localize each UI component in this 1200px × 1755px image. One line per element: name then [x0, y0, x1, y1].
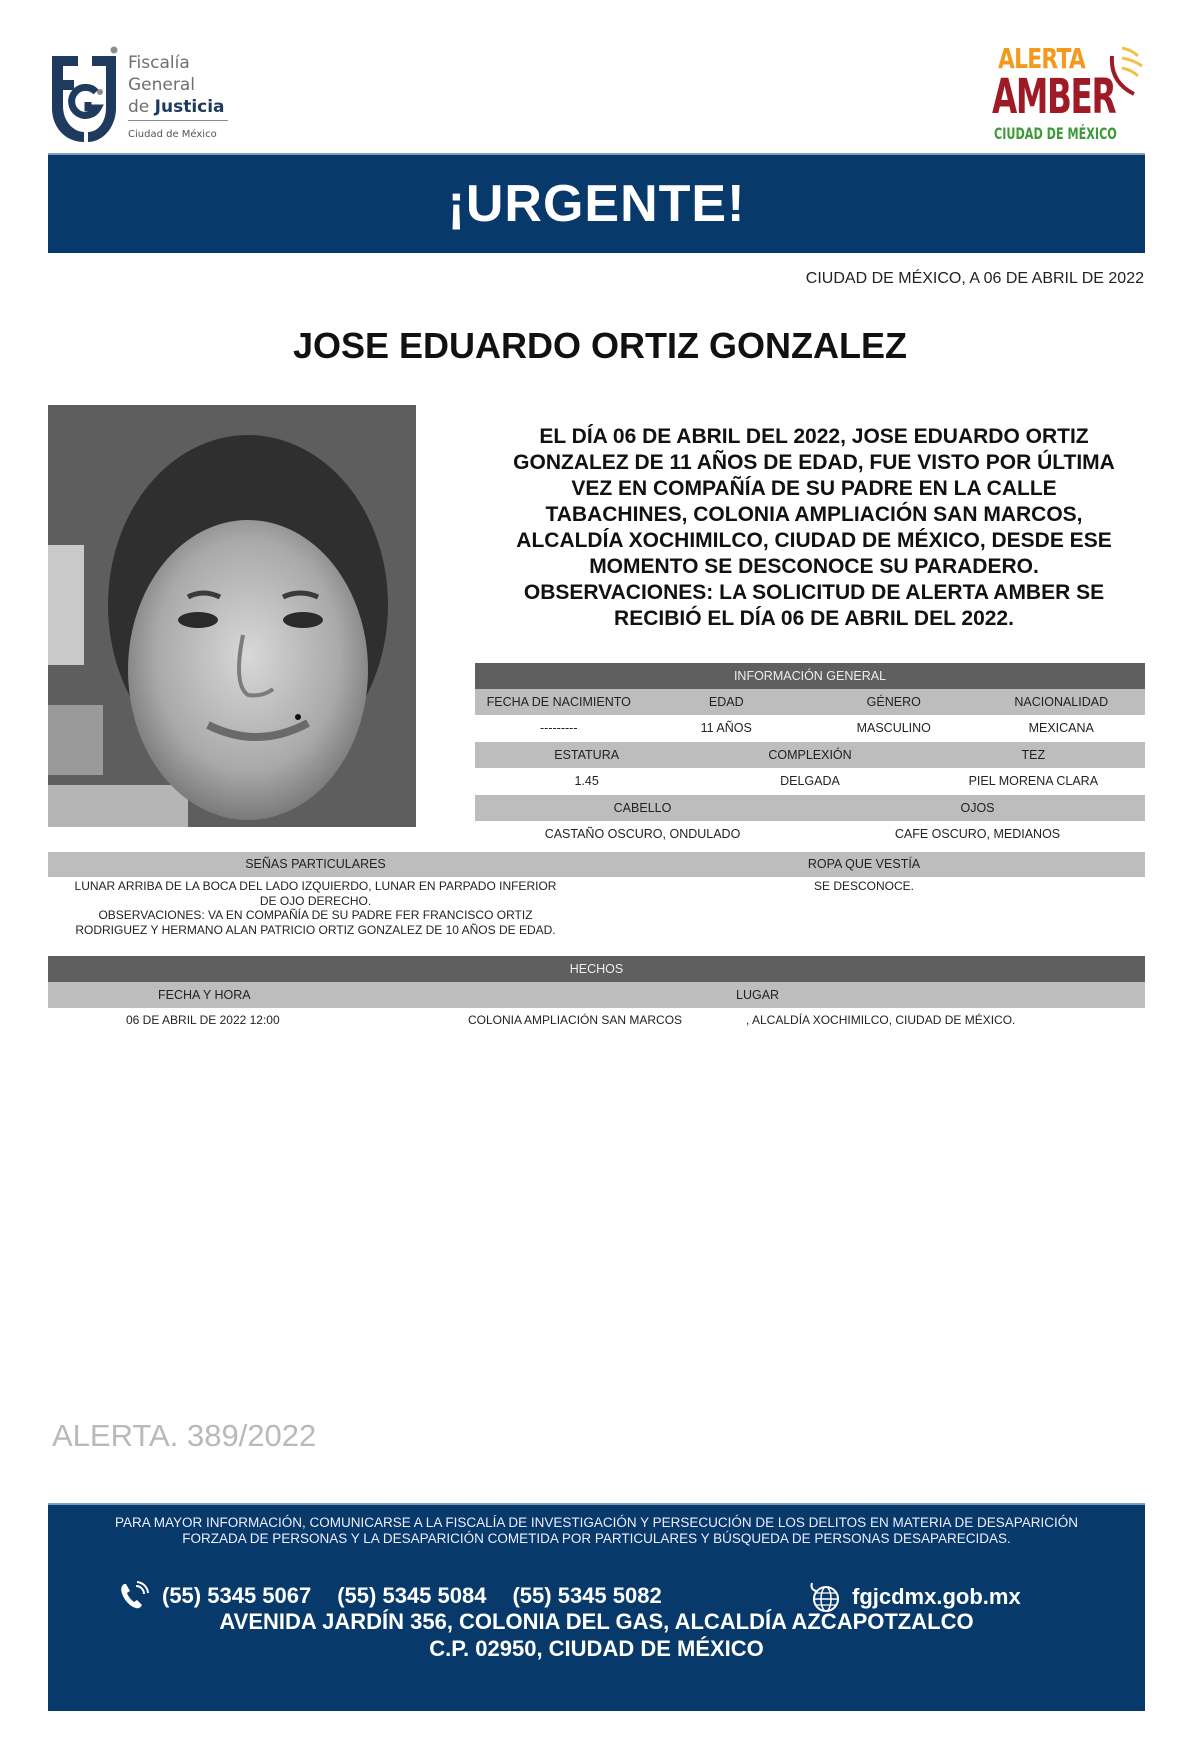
header-eyes: OJOS — [960, 801, 995, 815]
description-line: MOMENTO SE DESCONOCE SU PARADERO. — [589, 555, 1039, 578]
header-complexion: TEZ — [1021, 748, 1046, 762]
value-height: 1.45 — [574, 774, 599, 788]
facts-place-rest: , ALCALDÍA XOCHIMILCO, CIUDAD DE MÉXICO. — [746, 1013, 1016, 1027]
fgj-line3-prefix: de — [128, 97, 155, 117]
header-gender: GÉNERO — [866, 695, 921, 709]
person-name: JOSE EDUARDO ORTIZ GONZALEZ — [292, 325, 908, 366]
description-line: RECIBIÓ EL DÍA 06 DE ABRIL DEL 2022. — [614, 607, 1014, 630]
phone-number[interactable]: (55) 5345 5082 — [512, 1583, 662, 1608]
date-line: CIUDAD DE MÉXICO, A 06 DE ABRIL DE 2022 — [805, 270, 1144, 287]
urgent-title: ¡URGENTE! — [447, 175, 746, 233]
header-age: EDAD — [708, 695, 744, 709]
urgent-banner — [48, 153, 1145, 253]
general-info-table — [475, 663, 1145, 848]
fgj-logo-text — [128, 52, 225, 118]
case-description — [478, 424, 1150, 632]
description-line: EL DÍA 06 DE ABRIL DEL 2022, JOSE EDUARDO ORTIZ — [539, 425, 1089, 448]
marks-line: LUNAR ARRIBA DE LA BOCA DEL LADO IZQUIERDO, LUNAR EN PARPADO INFERIOR — [74, 879, 557, 893]
contact-footer — [48, 1503, 1145, 1711]
phone-icon — [118, 1581, 150, 1611]
clothing-title: ROPA QUE VESTÍA — [807, 857, 921, 871]
phone-number[interactable]: (55) 5345 5067 — [162, 1583, 312, 1608]
marks-line: RODRIGUEZ Y HERMANO ALAN PATRICIO ORTIZ GONZALEZ DE 10 AÑOS DE EDAD. — [75, 922, 556, 937]
footer-info — [48, 1515, 1145, 1547]
amber-logo-line3: CIUDAD DE MÉXICO — [994, 124, 1117, 143]
facts-header-place: LUGAR — [736, 988, 780, 1002]
value-complexion: PIEL MORENA CLARA — [968, 774, 1099, 788]
header-hair: CABELLO — [613, 801, 672, 815]
table-row — [475, 715, 1145, 742]
facts-title: HECHOS — [48, 956, 1145, 982]
fgj-shield-icon — [48, 44, 120, 144]
facts-header-datetime: FECHA Y HORA — [158, 988, 251, 1002]
facts-place-colonia: COLONIA AMPLIACIÓN SAN MARCOS — [468, 1013, 683, 1027]
fgj-logo-city: Ciudad de México — [128, 129, 217, 140]
value-nationality: MEXICANA — [1028, 721, 1094, 735]
facts-datetime-value: 06 DE ABRIL DE 2022 12:00 — [126, 1013, 280, 1027]
table-header-row — [475, 742, 1145, 768]
header-height: ESTATURA — [554, 748, 620, 762]
clothing-value: SE DESCONOCE. — [813, 879, 915, 893]
distinguishing-marks-section — [48, 852, 1145, 937]
value-build: DELGADA — [780, 774, 840, 788]
value-birthdate: --------- — [540, 721, 578, 735]
header-birthdate: FECHA DE NACIMIENTO — [486, 695, 631, 709]
amber-logo-line1: ALERTA — [998, 42, 1086, 75]
fgj-logo-divider — [128, 120, 228, 121]
amber-alert-logo — [990, 42, 1150, 147]
table-row — [475, 768, 1145, 795]
fgj-logo — [48, 44, 238, 144]
address-line2: C.P. 02950, CIUDAD DE MÉXICO — [429, 1636, 764, 1661]
table-header-row — [475, 795, 1145, 821]
phone-list — [118, 1581, 688, 1611]
description-line: GONZALEZ DE 11 AÑOS DE EDAD, FUE VISTO POR ÚLTIMA — [513, 451, 1115, 474]
footer-info-line1: PARA MAYOR INFORMACIÓN, COMUNICARSE A LA FISCALÍA DE INVESTIGACIÓN Y PERSECUCIÓN DE LOS DELITOS EN MATERIA DE DESAPARICIÓN — [115, 1515, 1078, 1530]
description-line: TABACHINES, COLONIA AMPLIACIÓN SAN MARCOS, — [545, 503, 1083, 526]
footer-info-line2: FORZADA DE PERSONAS Y LA DESAPARICIÓN COMETIDA POR PARTICULARES Y BÚSQUEDA DE PERSONAS DESAPARECIDAS. — [182, 1531, 1011, 1546]
marks-line: DE OJO DERECHO. — [259, 893, 372, 908]
amber-logo-line2: AMBER — [992, 69, 1116, 125]
alert-number: ALERTA. 389/2022 — [52, 1418, 317, 1453]
table-row — [475, 821, 1145, 848]
value-age: 11 AÑOS — [700, 721, 752, 735]
amber-signal-icon — [1108, 42, 1148, 102]
fgj-line1: Fiscalía — [128, 53, 190, 73]
marks-header-row — [48, 852, 1145, 877]
address-line1: AVENIDA JARDÍN 356, COLONIA DEL GAS, ALCALDÍA AZCAPOTZALCO — [219, 1609, 974, 1634]
facts-section — [48, 956, 1145, 1032]
phone-number[interactable]: (55) 5345 5084 — [337, 1583, 487, 1608]
description-line: VEZ EN COMPAÑÍA DE SU PADRE EN LA CALLE — [571, 477, 1057, 500]
marks-body-row — [48, 877, 1145, 937]
description-line: ALCALDÍA XOCHIMILCO, CIUDAD DE MÉXICO, DESDE ESE — [516, 529, 1112, 552]
value-hair: CASTAÑO OSCURO, ONDULADO — [544, 827, 741, 841]
header-nationality: NACIONALIDAD — [1014, 695, 1109, 709]
marks-line: OBSERVACIONES: VA EN COMPAÑÍA DE SU PADRE FER FRANCISCO ORTIZ — [98, 908, 533, 922]
facts-row — [48, 1008, 1145, 1032]
value-gender: MASCULINO — [856, 721, 931, 735]
marks-title: SEÑAS PARTICULARES — [245, 857, 386, 871]
person-photo — [48, 405, 416, 827]
fgj-line3-bold: Justicia — [154, 97, 225, 117]
fgj-line2: General — [128, 75, 195, 95]
website-link[interactable]: fgjcdmx.gob.mx — [852, 1584, 1021, 1609]
general-info-title: INFORMACIÓN GENERAL — [475, 663, 1145, 689]
description-line: OBSERVACIONES: LA SOLICITUD DE ALERTA AMBER SE — [523, 581, 1105, 604]
photo-illustration — [48, 405, 416, 827]
facts-header-row — [48, 982, 1145, 1008]
value-eyes: CAFE OSCURO, MEDIANOS — [894, 827, 1061, 841]
marks-text — [48, 879, 583, 937]
table-header-row — [475, 689, 1145, 715]
header-build: COMPLEXIÓN — [768, 748, 852, 762]
